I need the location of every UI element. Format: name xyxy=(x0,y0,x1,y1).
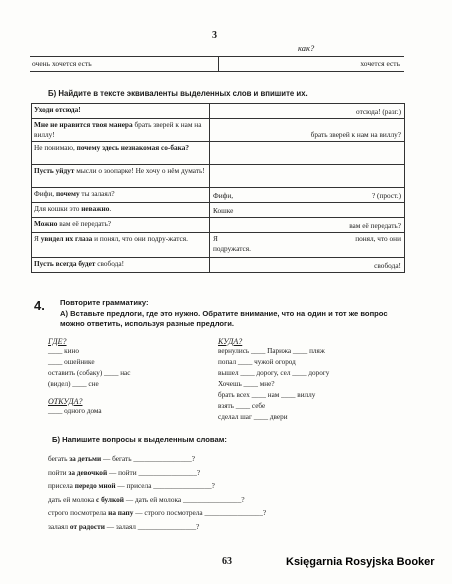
question-line xyxy=(48,452,266,466)
rest-text: свобода! xyxy=(95,259,125,268)
rest-text: ты залаял? xyxy=(79,189,115,198)
watermark: Księgarnia Rosyjska Booker xyxy=(286,556,435,568)
bold-phrase: увидел их глаза xyxy=(40,234,93,243)
post-text: — дать ей молока ________________? xyxy=(124,494,245,504)
row-right xyxy=(210,233,404,257)
section-b-label: Б) xyxy=(48,89,57,98)
pre-text: строго посмотрела xyxy=(48,508,109,517)
pre-text: Не понимаю, xyxy=(34,143,77,152)
post-text: — строго посмотрела ________________? xyxy=(133,508,267,517)
exercise-title: Повторите грамматику: xyxy=(60,298,149,307)
row-left xyxy=(32,165,210,187)
exercise-number: 4. xyxy=(34,298,45,313)
page-number-bottom: 63 xyxy=(222,556,232,567)
question-line xyxy=(48,479,266,493)
list-item: попал ____ чужой огород xyxy=(218,358,296,366)
pre-text: Я xyxy=(34,234,41,243)
top-row xyxy=(30,57,404,72)
right-text: ? (прост.) xyxy=(371,191,401,200)
row-left xyxy=(32,233,210,257)
row-left xyxy=(32,119,210,141)
table-row xyxy=(32,165,404,188)
list-item: сделал шаг ____ двери xyxy=(218,413,288,421)
right-line xyxy=(213,234,401,244)
bold-phrase: на папу xyxy=(108,508,134,517)
row-right-empty xyxy=(210,165,404,187)
otkuda-column xyxy=(48,397,102,417)
row-left xyxy=(32,203,210,217)
row-right xyxy=(210,218,404,232)
post-text: — бегать ________________? xyxy=(101,454,196,463)
page-number-top: 3 xyxy=(212,30,217,41)
bold-phrase: за девочкой xyxy=(68,467,108,477)
right-start: Кошке xyxy=(213,206,234,215)
list-item: ____ кино xyxy=(48,347,79,355)
top-row-left: очень хочется есть xyxy=(30,57,219,71)
bold-phrase: за детьми xyxy=(69,454,102,463)
list-item: Хочешь ____ мне? xyxy=(218,380,275,388)
table-row xyxy=(32,203,404,218)
pre-text: Фифи, xyxy=(34,189,56,198)
otkuda-heading: ОТКУДА? xyxy=(48,397,83,406)
bold-phrase: Уходи отсюда! xyxy=(34,105,81,114)
pre-text: пойти xyxy=(48,467,69,477)
table-row xyxy=(32,142,404,165)
exercise-a-instructions: А) Вставьте предлоги, где это нужно. Обратите внимание, что на один и тот же вопрос можно ответить, используя разные предлоги. xyxy=(60,309,388,328)
post-text: — залаял ________________? xyxy=(104,521,200,531)
bold-phrase: Пусть всегда будет xyxy=(34,259,96,268)
bold-phrase: от радости xyxy=(69,521,105,531)
row-left xyxy=(32,142,210,164)
question-line xyxy=(48,520,266,534)
list-item: взять ____ себе xyxy=(218,402,266,410)
row-right-empty xyxy=(210,142,404,164)
row-right xyxy=(210,104,404,118)
table-row xyxy=(32,218,404,233)
section-b-text: Найдите в тексте эквиваленты выделенных слов и впишите их. xyxy=(58,89,308,98)
top-table xyxy=(30,56,404,72)
list-item: вернулись ____ Парижа ____ пляж xyxy=(218,347,325,355)
table-row xyxy=(32,188,404,203)
list-item: вышел ____ дорогу, сел ____ дорогу xyxy=(218,369,330,377)
pre-text: залаял xyxy=(48,521,70,531)
post-text: — присела ________________? xyxy=(115,481,215,490)
row-right xyxy=(210,119,404,141)
rest-text: мысли о зоопарке! Не хочу о нём думать! xyxy=(74,166,205,175)
right-text: отсюда! (разг.) xyxy=(356,107,401,116)
row-right xyxy=(210,203,404,217)
row-right xyxy=(210,258,404,272)
row-left xyxy=(32,188,210,202)
row-left xyxy=(32,218,210,232)
row-right xyxy=(210,188,404,202)
kuda-column xyxy=(218,337,329,423)
table-row xyxy=(32,119,404,142)
equivalents-table xyxy=(31,103,405,273)
right-start: Фифи, xyxy=(213,191,234,200)
right-second-line: подружатся. xyxy=(213,244,251,253)
bold-phrase: с булкой xyxy=(96,494,124,504)
list-item: ____ ошейнике xyxy=(48,358,95,366)
right-start: Я xyxy=(213,234,218,243)
table-row xyxy=(32,104,404,119)
pre-text: дать ей молока xyxy=(48,494,97,504)
right-text: свобода! xyxy=(374,261,401,270)
table-row xyxy=(32,233,404,258)
bold-phrase: Мне не нравится твоя манера xyxy=(34,120,133,129)
gde-heading: ГДЕ? xyxy=(48,337,67,346)
questions-list xyxy=(48,452,266,533)
list-item: оставить (собаку) ____ нас xyxy=(48,369,131,377)
rest-text: вам её передать? xyxy=(57,219,112,228)
bold-phrase: почему xyxy=(55,189,80,198)
exercise-b-instructions: Б) Напишите вопросы к выделенным словам: xyxy=(52,435,227,444)
bold-phrase: неважно xyxy=(81,204,110,213)
right-text: вам её передать? xyxy=(349,221,401,230)
question-line xyxy=(48,506,266,520)
kak-question: как? xyxy=(298,43,315,53)
list-item: (видел) ____ сне xyxy=(48,380,99,388)
section-b-heading xyxy=(48,89,308,98)
top-row-right: хочется есть xyxy=(360,59,400,68)
pre-text: бегать xyxy=(48,454,70,463)
rest-text: брать зверей к нам на виллу! xyxy=(34,120,202,139)
pre-text: присела xyxy=(48,481,75,490)
table-row xyxy=(32,258,404,273)
row-left xyxy=(32,258,210,272)
kuda-heading: КУДА? xyxy=(218,337,243,346)
post-text: — пойти ________________? xyxy=(107,467,201,477)
right-text: понял, что они xyxy=(355,234,401,243)
right-text: брать зверей к нам на виллу? xyxy=(310,130,401,139)
question-line xyxy=(48,466,266,480)
question-line xyxy=(48,493,266,507)
gde-column xyxy=(48,337,130,390)
bold-phrase: Пусть уйдут xyxy=(34,166,75,175)
rest-text: и понял, что они подру-жатся. xyxy=(92,234,188,243)
row-left xyxy=(32,104,210,118)
list-item: брать всех ____ нам ____ виллу xyxy=(218,391,316,399)
bold-phrase: передо мной xyxy=(74,481,116,490)
rest-text: . xyxy=(109,204,112,213)
list-item: ____ одного дома xyxy=(48,407,102,415)
pre-text: Для кошки это xyxy=(34,204,82,213)
bold-phrase: почему здесь незнакомая со-бака? xyxy=(76,143,190,152)
bold-phrase: Можно xyxy=(34,219,58,228)
